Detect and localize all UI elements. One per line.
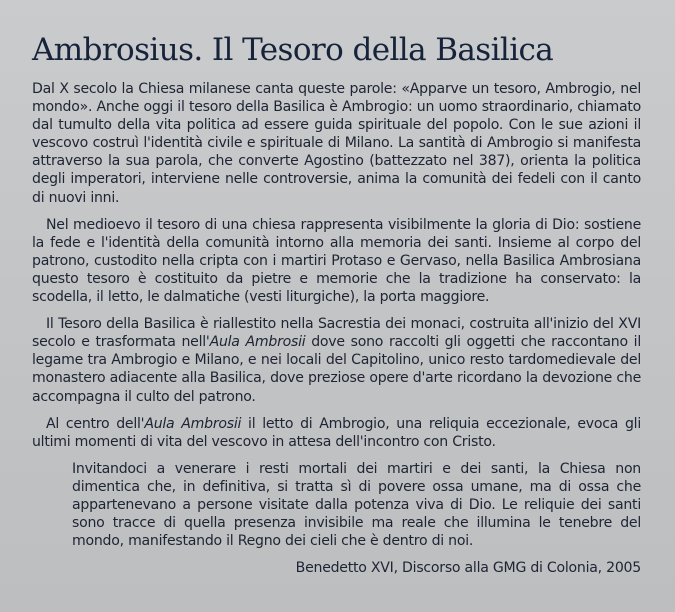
paragraph-bed-relic-text-end: il letto di Ambrogio, una reliquia eccezionale, evoca gli ultimi momenti di vita del vescovo in attesa dell'incontro con Cristo.: [32, 415, 642, 450]
paragraph-bed-relic-text-start: Al centro dell': [46, 415, 145, 432]
paragraph-sacristy-text-end: dove sono raccolti gli oggetti che raccontano il legame tra Ambrogio e Milano, e nei locali del Capitolino, unico resto tardomedievale del monastero adiacente alla Basilica, dove preziose opere d'arte ricordano la devozione che accompagna il culto del patrono.: [32, 334, 642, 405]
paragraph-bed-relic: [32, 415, 641, 451]
paragraph-sacristy: [32, 315, 641, 405]
aula-ambrosii-emphasis: Aula Ambrosii: [144, 415, 242, 432]
paragraph-medieval-treasure: Nel medioevo il tesoro di una chiesa rappresenta visibilmente la gloria di Dio: sostiene la fede e l'identità della comunità intorno alla memoria dei santi. Insieme al corpo del patrono, custodito nella cripta con i martiri Protaso e Gervaso, nella Basilica Ambrosiana questo tesoro è costituito da pietre e memorie che la tradizione ha conservato: la scodella, il letto, le dalmatiche (vesti liturgiche), la porta maggiore.: [32, 216, 641, 306]
quote-block: Invitandoci a venerare i resti mortali dei martiri e dei santi, la Chiesa non dimentica che, in definitiva, si tratta sì di povere ossa umane, ma di ossa che appartenevano a persone visitate dalla potenza viva di Dio. Le reliquie dei santi sono tracce di quella presenza invisibile ma reale che illumina le tenebre del mondo, manifestando il Regno dei cieli che è dentro di noi.: [72, 460, 641, 550]
paragraph-sacristy-text-start: Il Tesoro della Basilica è riallestito nella Sacrestia dei monaci, costruita all'inizio del XVI secolo e trasformata nell': [32, 316, 641, 351]
aula-ambrosii-emphasis: Aula Ambrosii: [209, 334, 306, 351]
paragraph-intro: Dal X secolo la Chiesa milanese canta queste parole: «Apparve un tesoro, Ambrogio, nel mondo». Anche oggi il tesoro della Basilica è Ambrogio: un uomo straordinario, chiamato dal tumulto della vita politica ad essere guida spirituale del popolo. Con le sue azioni il vescovo costruì l'identità civile e spirituale di Milano. La santità di Ambrogio si manifesta attraverso la sua parola, che converte Agostino (battezzato nel 387), orienta la politica degli imperatori, interviene nelle controversie, anima la comunità dei fedeli con il canto di nuovi inni.: [32, 81, 641, 206]
page-title: Ambrosius. Il Tesoro della Basilica: [32, 32, 554, 68]
quote-attribution: Benedetto XVI, Discorso alla GMG di Colonia, 2005: [295, 560, 641, 577]
